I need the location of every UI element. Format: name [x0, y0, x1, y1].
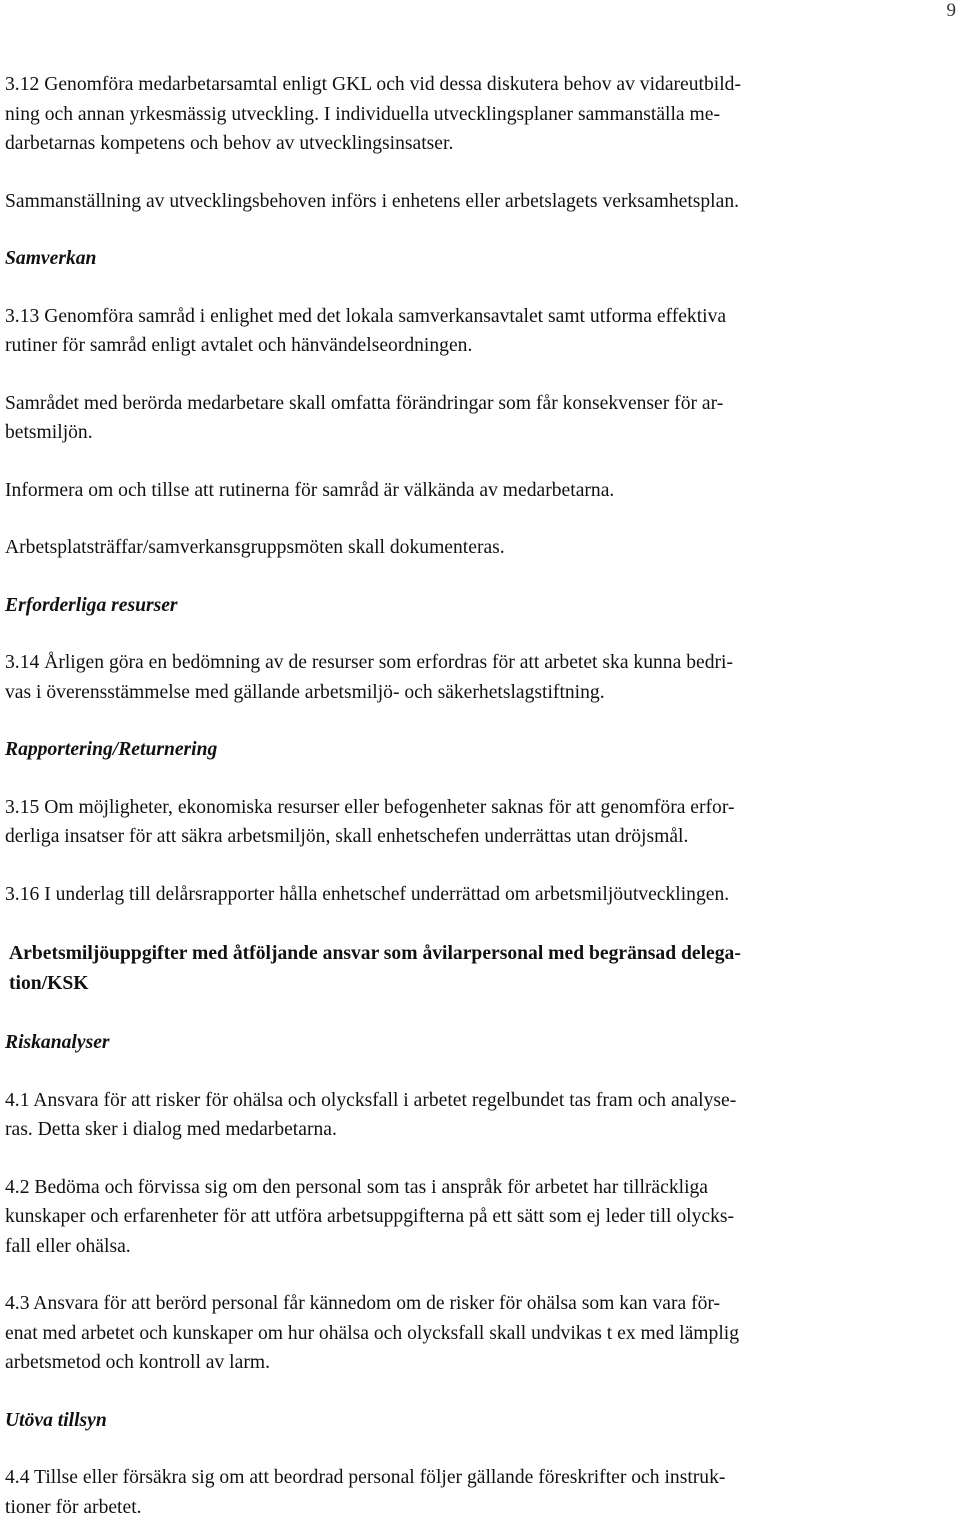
page-number: 9: [946, 0, 956, 21]
paragraph: [5, 1289, 950, 1378]
text-line: Rapportering/Returnering: [5, 739, 218, 760]
block-spacer: [5, 998, 950, 1028]
paragraph: [5, 533, 950, 563]
text-line: 4.1 Ansvara för att risker för ohälsa och olycksfall i arbetet regelbundet tas fram och analyse-: [5, 1089, 737, 1111]
text-line: betsmiljön.: [5, 422, 93, 443]
block-spacer: [5, 620, 950, 648]
text-line: tioner för arbetet.: [5, 1496, 142, 1518]
text-line: 3.13 Genomföra samråd i enlighet med det lokala samverkansavtalet samt utforma effektiva: [5, 305, 727, 327]
block-spacer: [5, 274, 950, 302]
block-spacer: [5, 1145, 950, 1173]
text-line: Informera om och tillse att rutinerna för samråd är välkända av medarbetarna.: [5, 479, 615, 501]
text-line: 4.2 Bedöma och förvissa sig om den personal som tas i anspråk för arbetet har tillräckliga: [5, 1176, 709, 1198]
text-line: ning och annan yrkesmässig utveckling. I individuella utvecklingsplaner sammanställa me-: [5, 103, 720, 125]
text-line: enat med arbetet och kunskaper om hur ohälsa och olycksfall skall undvikas t ex med lämplig: [5, 1322, 740, 1344]
block-spacer: [5, 1378, 950, 1406]
text-line: 3.12 Genomföra medarbetarsamtal enligt GKL och vid dessa diskutera behov av vidareutbild-: [5, 74, 741, 95]
text-line: rutiner för samråd enligt avtalet och hänvändelseordningen.: [5, 335, 473, 356]
text-line: kunskaper och erfarenheter för att utföra arbetsuppgifterna på ett sätt som ej leder till olycks-: [5, 1206, 735, 1227]
text-line: fall eller ohälsa.: [5, 1235, 131, 1257]
text-line: Riskanalyser: [5, 1032, 110, 1053]
block-spacer: [5, 361, 950, 389]
paragraph: [5, 1086, 950, 1145]
paragraph: [5, 187, 950, 217]
text-line: tion/KSK: [9, 972, 89, 994]
block-spacer: [5, 707, 950, 735]
block-spacer: [5, 1261, 950, 1289]
text-line: 3.15 Om möjligheter, ekonomiska resurser eller befogenheter saknas för att genomföra erfor-: [5, 796, 735, 818]
section-heading: [5, 735, 950, 765]
text-line: darbetarnas kompetens och behov av utvecklingsinsatser.: [5, 133, 454, 154]
text-line: 4.3 Ansvara för att berörd personal får kännedom om de risker för ohälsa som kan vara för-: [5, 1293, 721, 1314]
paragraph: [5, 389, 950, 448]
text-line: arbetsmetod och kontroll av larm.: [5, 1352, 270, 1373]
block-spacer: [5, 505, 950, 533]
block-spacer: [5, 448, 950, 476]
paragraph: [5, 648, 950, 707]
paragraph: [5, 476, 950, 506]
document-body: [5, 70, 950, 1522]
section-heading: [5, 591, 950, 621]
text-line: ras. Detta sker i dialog med medarbetarna.: [5, 1119, 337, 1140]
paragraph: [5, 1463, 950, 1522]
text-line: Samrådet med berörda medarbetare skall omfatta förändringar som får konsekvenser för ar-: [5, 392, 724, 414]
text-line: Arbetsplatsträffar/samverkansgruppsmöten skall dokumenteras.: [5, 537, 505, 558]
section-heading: [5, 244, 950, 274]
text-line: Erforderliga resurser: [5, 594, 178, 616]
text-line: Utöva tillsyn: [5, 1409, 107, 1431]
block-spacer: [5, 1058, 950, 1086]
section-heading: [5, 1028, 950, 1058]
main-heading: [5, 939, 950, 998]
block-spacer: [5, 216, 950, 244]
paragraph: [5, 1173, 950, 1262]
paragraph: [5, 70, 950, 159]
block-spacer: [5, 159, 950, 187]
block-spacer: [5, 1435, 950, 1463]
paragraph: [5, 793, 950, 852]
text-line: Sammanställning av utvecklingsbehoven införs i enhetens eller arbetslagets verksamhetsplan.: [5, 190, 740, 212]
text-line: vas i överensstämmelse med gällande arbetsmiljö- och säkerhetslagstiftning.: [5, 681, 605, 703]
block-spacer: [5, 909, 950, 939]
paragraph: [5, 880, 950, 910]
text-line: derliga insatser för att säkra arbetsmiljön, skall enhetschefen underrättas utan dröjsmål.: [5, 826, 689, 847]
text-line: 4.4 Tillse eller försäkra sig om att beordrad personal följer gällande föreskrifter och instruk-: [5, 1467, 726, 1488]
paragraph: [5, 302, 950, 361]
section-heading: [5, 1406, 950, 1436]
block-spacer: [5, 563, 950, 591]
block-spacer: [5, 765, 950, 793]
text-line: Samverkan: [5, 248, 97, 269]
text-line: 3.14 Årligen göra en bedömning av de resurser som erfordras för att arbetet ska kunna bedri-: [5, 652, 733, 673]
text-line: Arbetsmiljöuppgifter med åtföljande ansvar som åvilarpersonal med begränsad delega-: [9, 943, 741, 964]
block-spacer: [5, 852, 950, 880]
text-line: 3.16 I underlag till delårsrapporter hålla enhetschef underrättad om arbetsmiljöutvecklingen.: [5, 883, 730, 905]
